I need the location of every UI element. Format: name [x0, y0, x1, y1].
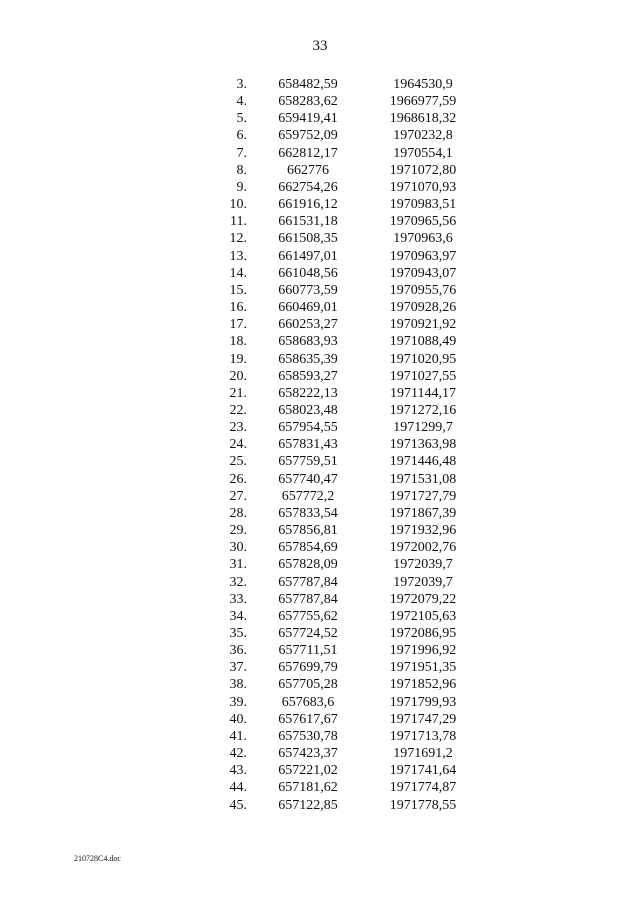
row-number: 11.: [230, 214, 247, 230]
table-row: [0, 574, 640, 591]
y-coordinate: 1970955,76: [389, 282, 457, 298]
y-coordinate: 1971852,96: [389, 677, 457, 693]
table-row: [0, 505, 640, 522]
y-coordinate: 1970965,56: [389, 214, 457, 230]
y-coordinate: 1971144,17: [390, 385, 456, 401]
x-coordinate: 661048,56: [278, 265, 338, 281]
y-coordinate: 1971951,35: [389, 660, 457, 676]
row-spacer: [483, 196, 640, 213]
x-coordinate: 661497,01: [278, 248, 338, 264]
x-coordinate: 657423,37: [278, 746, 338, 762]
x-coordinate: 657954,55: [278, 420, 338, 436]
y-coordinate: 1968618,32: [389, 111, 457, 127]
row-spacer: [483, 659, 640, 676]
y-coordinate: 1970232,8: [393, 128, 453, 144]
table-row: [0, 402, 640, 419]
table-row: [0, 762, 640, 779]
row-spacer: [483, 93, 640, 110]
row-spacer: [483, 505, 640, 522]
row-number: 28.: [229, 505, 247, 521]
y-coordinate: 1971531,08: [389, 471, 457, 487]
y-coordinate: 1971932,96: [389, 523, 457, 539]
row-number: 22.: [229, 402, 247, 418]
row-number: 32.: [229, 574, 247, 590]
row-number: 30.: [229, 540, 247, 556]
table-row: [0, 419, 640, 436]
row-spacer: [483, 488, 640, 505]
table-row: [0, 539, 640, 556]
y-coordinate: 1971446,48: [389, 454, 457, 470]
y-coordinate: 1972039,7: [393, 574, 453, 590]
row-number: 8.: [236, 162, 247, 178]
table-row: [0, 127, 640, 144]
row-spacer: [483, 333, 640, 350]
x-coordinate: 662776: [287, 162, 329, 178]
table-row: [0, 659, 640, 676]
table-row: [0, 676, 640, 693]
table-row: [0, 711, 640, 728]
row-number: 15.: [229, 282, 247, 298]
row-spacer: [483, 762, 640, 779]
row-spacer: [483, 711, 640, 728]
row-spacer: [483, 471, 640, 488]
x-coordinate: 658283,62: [278, 94, 338, 110]
row-number: 27.: [229, 488, 247, 504]
row-number: 44.: [229, 780, 247, 796]
x-coordinate: 661508,35: [278, 231, 338, 247]
row-spacer: [483, 385, 640, 402]
y-coordinate: 1972105,63: [389, 608, 457, 624]
y-coordinate: 1971363,98: [389, 437, 457, 453]
row-spacer: [483, 316, 640, 333]
y-coordinate: 1971691,2: [393, 746, 453, 762]
x-coordinate: 657530,78: [278, 728, 338, 744]
row-number: 9.: [236, 179, 247, 195]
x-coordinate: 657617,67: [278, 711, 338, 727]
row-number: 36.: [229, 643, 247, 659]
x-coordinate: 657221,02: [278, 763, 338, 779]
y-coordinate: 1971747,29: [389, 711, 457, 727]
row-spacer: [483, 436, 640, 453]
x-coordinate: 657833,54: [278, 505, 338, 521]
table-row: [0, 694, 640, 711]
x-coordinate: 657787,84: [278, 591, 338, 607]
table-row: [0, 745, 640, 762]
row-spacer: [483, 694, 640, 711]
row-number: 41.: [229, 728, 247, 744]
row-spacer: [483, 76, 640, 93]
table-row: [0, 110, 640, 127]
y-coordinate: 1971027,55: [389, 368, 457, 384]
y-coordinate: 1970554,1: [393, 145, 453, 161]
coordinate-table: [0, 76, 640, 814]
x-coordinate: 657699,79: [278, 660, 338, 676]
table-row: [0, 162, 640, 179]
y-coordinate: 1971070,93: [389, 179, 457, 195]
table-row: [0, 282, 640, 299]
row-spacer: [483, 539, 640, 556]
table-row: [0, 436, 640, 453]
y-coordinate: 1966977,59: [389, 94, 457, 110]
row-number: 13.: [229, 248, 247, 264]
row-spacer: [483, 728, 640, 745]
row-spacer: [483, 419, 640, 436]
table-row: [0, 642, 640, 659]
row-spacer: [483, 299, 640, 316]
row-spacer: [483, 213, 640, 230]
table-row: [0, 779, 640, 796]
x-coordinate: 657854,69: [278, 540, 338, 556]
row-number: 6.: [236, 128, 247, 144]
x-coordinate: 659752,09: [278, 128, 338, 144]
row-spacer: [483, 110, 640, 127]
row-spacer: [483, 145, 640, 162]
x-coordinate: 657787,84: [278, 574, 338, 590]
row-number: 4.: [236, 94, 247, 110]
x-coordinate: 658593,27: [278, 368, 338, 384]
x-coordinate: 657683,6: [281, 694, 335, 710]
row-number: 19.: [229, 351, 247, 367]
row-spacer: [483, 556, 640, 573]
y-coordinate: 1970921,92: [389, 317, 457, 333]
row-number: 37.: [229, 660, 247, 676]
table-row: [0, 179, 640, 196]
table-row: [0, 299, 640, 316]
row-number: 43.: [229, 763, 247, 779]
table-row: [0, 230, 640, 247]
table-row: [0, 76, 640, 93]
row-number: 38.: [229, 677, 247, 693]
table-row: [0, 351, 640, 368]
row-spacer: [483, 230, 640, 247]
row-number: 14.: [229, 265, 247, 281]
y-coordinate: 1971272,16: [389, 402, 457, 418]
row-number: 20.: [229, 368, 247, 384]
x-coordinate: 657711,51: [278, 643, 338, 659]
row-spacer: [483, 625, 640, 642]
y-coordinate: 1970983,51: [389, 197, 457, 213]
row-number: 3.: [236, 77, 247, 92]
row-spacer: [483, 402, 640, 419]
row-number: 33.: [229, 591, 247, 607]
table-row: [0, 728, 640, 745]
table-row: [0, 522, 640, 539]
table-row: [0, 368, 640, 385]
row-spacer: [483, 745, 640, 762]
x-coordinate: 657755,62: [278, 608, 338, 624]
x-coordinate: 657831,43: [278, 437, 338, 453]
row-number: 10.: [229, 197, 247, 213]
y-coordinate: 1971072,80: [389, 162, 457, 178]
x-coordinate: 662812,17: [278, 145, 338, 161]
y-coordinate: 1971299,7: [393, 420, 453, 436]
row-number: 31.: [229, 557, 247, 573]
y-coordinate: 1964530,9: [393, 77, 453, 92]
table-row: [0, 488, 640, 505]
y-coordinate: 1972039,7: [393, 557, 453, 573]
row-spacer: [483, 351, 640, 368]
row-spacer: [483, 282, 640, 299]
y-coordinate: 1971020,95: [389, 351, 457, 367]
row-number: 39.: [229, 694, 247, 710]
row-spacer: [483, 162, 640, 179]
y-coordinate: 1971799,93: [389, 694, 457, 710]
table-row: [0, 471, 640, 488]
table-row: [0, 591, 640, 608]
y-coordinate: 1972086,95: [389, 626, 457, 641]
row-spacer: [483, 248, 640, 265]
footer-filename: 210728C4.doc: [74, 854, 121, 863]
row-spacer: [483, 591, 640, 608]
y-coordinate: 1971774,87: [389, 780, 457, 796]
x-coordinate: 658683,93: [278, 334, 338, 350]
table-row: [0, 196, 640, 213]
x-coordinate: 657828,09: [278, 557, 338, 573]
row-spacer: [483, 179, 640, 196]
table-row: [0, 265, 640, 282]
table-row: [0, 213, 640, 230]
y-coordinate: 1971867,39: [389, 505, 457, 521]
row-number: 34.: [229, 608, 247, 624]
y-coordinate: 1971713,78: [389, 728, 457, 744]
x-coordinate: 660773,59: [278, 282, 338, 298]
row-spacer: [483, 127, 640, 144]
table-row: [0, 316, 640, 333]
page-number: 33: [312, 38, 328, 54]
y-coordinate: 1971727,79: [389, 488, 457, 504]
row-spacer: [483, 608, 640, 625]
row-number: 18.: [229, 334, 247, 350]
x-coordinate: 658635,39: [278, 351, 338, 367]
x-coordinate: 657181,62: [278, 780, 338, 796]
table-row: [0, 453, 640, 470]
row-spacer: [483, 797, 640, 814]
row-number: 40.: [229, 711, 247, 727]
row-spacer: [483, 676, 640, 693]
x-coordinate: 661531,18: [278, 214, 338, 230]
row-number: 5.: [236, 111, 247, 127]
row-number: 26.: [229, 471, 247, 487]
coordinate-table-body: [0, 76, 640, 814]
x-coordinate: 657705,28: [278, 677, 338, 693]
row-spacer: [483, 779, 640, 796]
x-coordinate: 660469,01: [278, 300, 338, 316]
x-coordinate: 657856,81: [278, 523, 338, 539]
table-row: [0, 385, 640, 402]
row-number: 24.: [229, 437, 247, 453]
table-row: [0, 625, 640, 642]
row-number: 17.: [229, 317, 247, 333]
row-number: 7.: [236, 145, 247, 161]
row-number: 16.: [229, 300, 247, 316]
row-spacer: [483, 522, 640, 539]
table-row: [0, 797, 640, 814]
row-number: 45.: [229, 797, 247, 813]
row-spacer: [483, 265, 640, 282]
y-coordinate: 1972079,22: [389, 591, 457, 607]
x-coordinate: 657740,47: [278, 471, 338, 487]
row-number: 25.: [229, 454, 247, 470]
x-coordinate: 657724,52: [278, 626, 338, 641]
row-number: 42.: [229, 746, 247, 762]
row-number: 29.: [229, 523, 247, 539]
x-coordinate: 660253,27: [278, 317, 338, 333]
row-number: 23.: [229, 420, 247, 436]
table-row: [0, 333, 640, 350]
y-coordinate: 1971741,64: [389, 763, 457, 779]
x-coordinate: 657759,51: [278, 454, 338, 470]
y-coordinate: 1970943,07: [389, 265, 457, 281]
x-coordinate: 662754,26: [278, 179, 338, 195]
y-coordinate: 1972002,76: [389, 540, 457, 556]
row-spacer: [483, 642, 640, 659]
y-coordinate: 1970928,26: [389, 300, 457, 316]
y-coordinate: 1971778,55: [389, 797, 457, 813]
y-coordinate: 1971996,92: [389, 643, 457, 659]
table-row: [0, 556, 640, 573]
row-number: 21.: [229, 385, 247, 401]
y-coordinate: 1970963,6: [393, 231, 453, 247]
x-coordinate: 658222,13: [278, 385, 338, 401]
table-row: [0, 608, 640, 625]
x-coordinate: 659419,41: [278, 111, 338, 127]
row-spacer: [483, 368, 640, 385]
row-spacer: [483, 574, 640, 591]
row-number: 35.: [229, 626, 247, 641]
x-coordinate: 657122,85: [278, 797, 338, 813]
table-row: [0, 93, 640, 110]
y-coordinate: 1971088,49: [389, 334, 457, 350]
row-number: 12.: [229, 231, 247, 247]
y-coordinate: 1970963,97: [389, 248, 457, 264]
x-coordinate: 657772,2: [281, 488, 335, 504]
x-coordinate: 658023,48: [278, 402, 338, 418]
table-row: [0, 145, 640, 162]
table-row: [0, 248, 640, 265]
x-coordinate: 661916,12: [278, 197, 338, 213]
x-coordinate: 658482,59: [278, 77, 338, 92]
row-spacer: [483, 453, 640, 470]
